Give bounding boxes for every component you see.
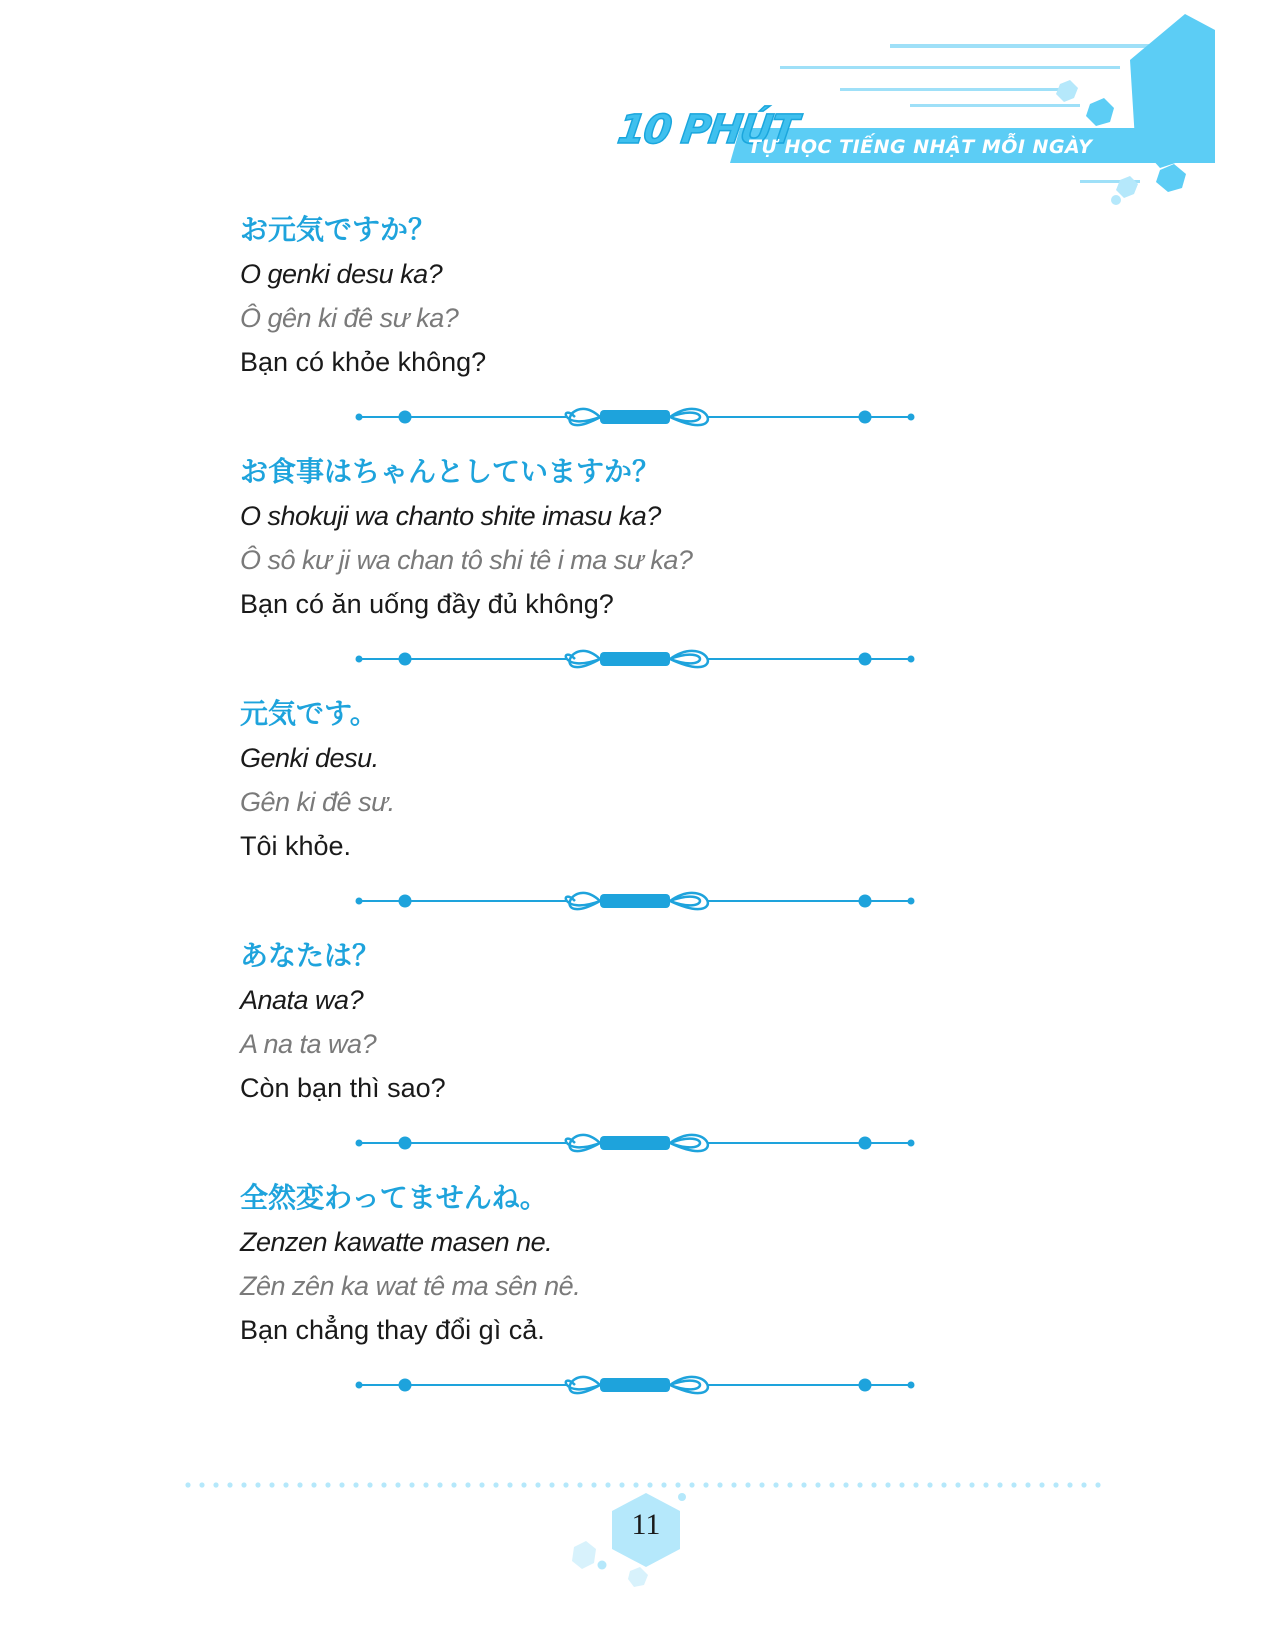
brand-title: 10 PHÚT bbox=[614, 107, 800, 153]
ornament-divider bbox=[355, 1352, 915, 1418]
japanese-text: お食事はちゃんとしていますか？ bbox=[240, 455, 661, 488]
meaning-text: Bạn có ăn uống đầy đủ không? bbox=[240, 589, 614, 619]
meaning-text: Bạn có khỏe không? bbox=[240, 347, 487, 377]
bow-ornament-icon bbox=[355, 384, 915, 450]
japanese-text: お元気ですか？ bbox=[240, 213, 437, 246]
bow-ornament-icon bbox=[355, 626, 915, 692]
phrase-list bbox=[240, 208, 1040, 1418]
page-number: 11 bbox=[631, 1508, 661, 1541]
bow-ornament-icon bbox=[355, 868, 915, 934]
phrase-entry bbox=[240, 450, 1040, 626]
page-number-badge bbox=[560, 1485, 730, 1595]
ornament-divider bbox=[355, 626, 915, 692]
reading-text: Gên ki đê sư. bbox=[240, 787, 395, 817]
meaning-text: Tôi khỏe. bbox=[240, 831, 352, 861]
bow-ornament-icon bbox=[355, 1110, 915, 1176]
romaji-text: Genki desu. bbox=[240, 743, 379, 773]
reading-text: Ô sô kư ji wa chan tô shi tê i ma sư ka? bbox=[240, 545, 693, 575]
romaji-text: O shokuji wa chanto shite imasu ka? bbox=[240, 501, 661, 531]
reading-text: Ô gên ki đê sư ka? bbox=[240, 303, 459, 333]
romaji-text: Zenzen kawatte masen ne. bbox=[240, 1227, 553, 1257]
meaning-text: Còn bạn thì sao? bbox=[240, 1073, 446, 1103]
phrase-entry bbox=[240, 208, 1040, 384]
reading-text: Zên zên ka wat tê ma sên nê. bbox=[240, 1271, 581, 1301]
romaji-text: Anata wa? bbox=[240, 985, 364, 1015]
japanese-text: 全然変わってませんね。 bbox=[240, 1181, 548, 1214]
brand-subtitle: TỰ HỌC TIẾNG NHẬT MỖI NGÀY bbox=[748, 136, 1093, 158]
ornament-divider bbox=[355, 384, 915, 450]
bow-ornament-icon bbox=[355, 1352, 915, 1418]
japanese-text: 元気です。 bbox=[240, 697, 378, 730]
meaning-text: Bạn chẳng thay đổi gì cả. bbox=[240, 1315, 545, 1345]
reading-text: A na ta wa? bbox=[240, 1029, 377, 1059]
ornament-divider bbox=[355, 868, 915, 934]
page-header bbox=[0, 0, 1275, 220]
romaji-text: O genki desu ka? bbox=[240, 259, 443, 289]
phrase-entry bbox=[240, 692, 1040, 868]
phrase-entry bbox=[240, 934, 1040, 1110]
ornament-divider bbox=[355, 1110, 915, 1176]
japanese-text: あなたは？ bbox=[240, 939, 381, 972]
phrase-entry bbox=[240, 1176, 1040, 1352]
